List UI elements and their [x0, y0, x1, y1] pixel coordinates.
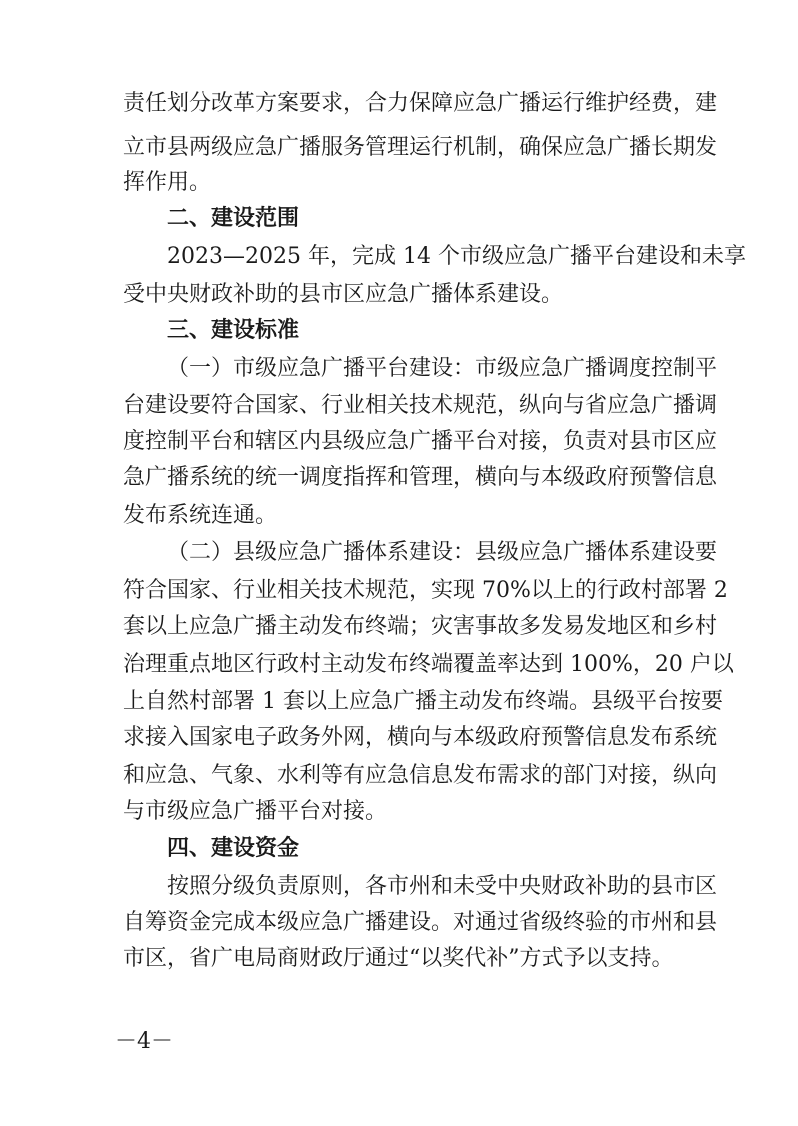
body-text-line: 度控制平台和辖区内县级应急广播平台对接，负责对县市区应	[123, 429, 718, 454]
body-text-line: （二）县级应急广播体系建设：县级应急广播体系建设要	[167, 540, 718, 565]
body-text-line: 责任划分改革方案要求，合力保障应急广播运行维护经费，建	[123, 91, 718, 116]
body-text-line: 和应急、气象、水利等有应急信息发布需求的部门对接，纵向	[123, 763, 718, 788]
section-heading-scope: 二、建设范围	[167, 206, 300, 231]
body-text-line: （一）市级应急广播平台建设：市级应急广播调度控制平	[167, 356, 718, 381]
body-text-line: 符合国家、行业相关技术规范，实现 70%以上的行政村部署 2	[123, 578, 728, 603]
body-text-line: 2023—2025 年，完成 14 个市级应急广播平台建设和未享	[167, 244, 746, 269]
section-heading-funding: 四、建设资金	[167, 836, 300, 861]
body-text-line: 求接入国家电子政务外网，横向与本级政府预警信息发布系统	[123, 725, 718, 750]
body-text-line: 按照分级负责原则，各市州和未受中央财政补助的县市区	[167, 874, 718, 899]
body-text-line: 急广播系统的统一调度指挥和管理，横向与本级政府预警信息	[123, 465, 718, 490]
body-text-line: 与市级应急广播平台对接。	[123, 799, 388, 824]
body-text-line: 发布系统连通。	[123, 503, 278, 528]
body-text-line: 受中央财政补助的县市区应急广播体系建设。	[123, 282, 564, 307]
body-text-line: 挥作用。	[123, 170, 212, 195]
body-text-line: 立市县两级应急广播服务管理运行机制，确保应急广播长期发	[123, 135, 718, 160]
body-text-line: 上自然村部署 1 套以上应急广播主动发布终端。县级平台按要	[123, 689, 723, 714]
body-text-line: 自筹资金完成本级应急广播建设。对通过省级终验的市州和县	[123, 910, 718, 935]
page-number: －4－	[115, 1029, 173, 1054]
section-heading-standards: 三、建设标准	[167, 318, 300, 343]
body-text-line: 治理重点地区行政村主动发布终端覆盖率达到 100%，20 户以	[123, 652, 734, 677]
body-text-line: 台建设要符合国家、行业相关技术规范，纵向与省应急广播调	[123, 393, 718, 418]
body-text-line: 市区，省广电局商财政厅通过“以奖代补”方式予以支持。	[123, 946, 674, 971]
body-text-line: 套以上应急广播主动发布终端；灾害事故多发易发地区和乡村	[123, 614, 718, 639]
